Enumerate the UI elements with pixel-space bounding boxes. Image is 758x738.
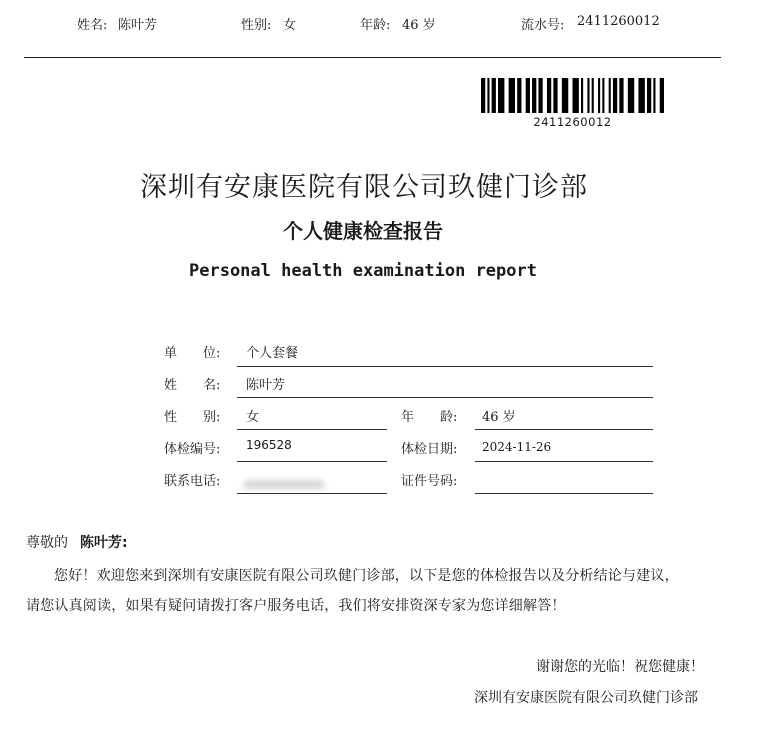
barcode-bar: [592, 78, 594, 113]
barcode-bar: [526, 78, 530, 113]
hospital-title: 深圳有安康医院有限公司玖健门诊部: [140, 172, 588, 203]
letter-line-2: 请您认真阅读，如果有疑问请拨打客户服务电话，我们将安排资深专家为您详细解答！: [26, 598, 566, 614]
barcode-bar: [538, 78, 542, 113]
barcode-bar: [581, 78, 583, 113]
exam-date-label: 体检日期:: [401, 442, 458, 457]
gender-underline: [237, 429, 387, 430]
exam-no-underline: [237, 461, 387, 462]
letter-thanks: 谢谢您的光临！祝您健康！: [536, 659, 704, 675]
barcode-bar: [647, 78, 651, 113]
report-title-en: Personal health examination report: [189, 261, 537, 281]
salutation: 尊敬的: [26, 535, 68, 551]
unit-value: 个人套餐: [246, 346, 299, 361]
barcode-bar: [653, 78, 655, 113]
phone-underline: [237, 493, 387, 494]
barcode-bar: [613, 78, 617, 113]
barcode-image: [481, 78, 664, 113]
name-label: 姓 名:: [164, 378, 221, 393]
name-value: 陈叶芳: [246, 378, 286, 393]
phone-redaction: [243, 480, 325, 489]
barcode-bar: [598, 78, 600, 113]
barcode-bar: [609, 78, 611, 113]
gender-value: 女: [246, 410, 260, 425]
barcode-bar: [619, 78, 623, 113]
barcode-bar: [628, 78, 634, 113]
barcode-bar: [487, 78, 489, 113]
barcode-bar: [562, 78, 568, 113]
barcode-bar: [553, 78, 557, 113]
header-serial: 2411260012: [577, 14, 660, 29]
barcode-bar: [517, 78, 521, 113]
exam-no-label: 体检编号:: [164, 442, 221, 457]
exam-date-underline: [475, 461, 653, 462]
id-label: 证件号码:: [401, 474, 458, 489]
barcode-bar: [573, 78, 579, 113]
recipient-name: 陈叶芳:: [80, 535, 128, 551]
id-underline: [475, 493, 653, 494]
age-label: 年 龄:: [401, 410, 458, 425]
age-value: 46 岁: [482, 410, 516, 425]
header-name: 陈叶芳: [118, 18, 158, 33]
name-underline: [237, 397, 653, 398]
gender-label: 性 别:: [164, 410, 221, 425]
barcode-bar: [532, 78, 536, 113]
letter-line-1: 您好！欢迎您来到深圳有安康医院有限公司玖健门诊部，以下是您的体检报告以及分析结论与建议，: [54, 568, 679, 584]
barcode-bar: [587, 78, 589, 113]
unit-label: 单 位:: [164, 346, 221, 361]
unit-underline: [237, 366, 653, 367]
barcode-bar: [547, 78, 551, 113]
barcode-bar: [638, 78, 644, 113]
barcode-bar: [602, 78, 604, 113]
barcode-bar: [481, 78, 485, 113]
header-divider: [24, 57, 721, 58]
barcode-bar: [509, 78, 515, 113]
exam-date-value: 2024-11-26: [482, 440, 552, 454]
barcode-bar: [498, 78, 504, 113]
phone-label: 联系电话:: [164, 474, 221, 489]
barcode-bar: [660, 78, 664, 113]
barcode-number: 2411260012: [533, 115, 612, 129]
barcode-bar: [492, 78, 496, 113]
header-name-label: 姓名:: [77, 18, 108, 33]
letter-signature: 深圳有安康医院有限公司玖健门诊部: [474, 690, 698, 706]
header-gender: 女: [283, 18, 297, 33]
header-age-label: 年龄:: [360, 18, 391, 33]
exam-no-value: 196528: [246, 438, 292, 452]
header-serial-label: 流水号:: [521, 18, 565, 33]
age-underline: [475, 429, 653, 430]
report-title-cn: 个人健康检查报告: [283, 219, 443, 243]
header-gender-label: 性别:: [241, 18, 272, 33]
header-age: 46 岁: [402, 18, 436, 33]
